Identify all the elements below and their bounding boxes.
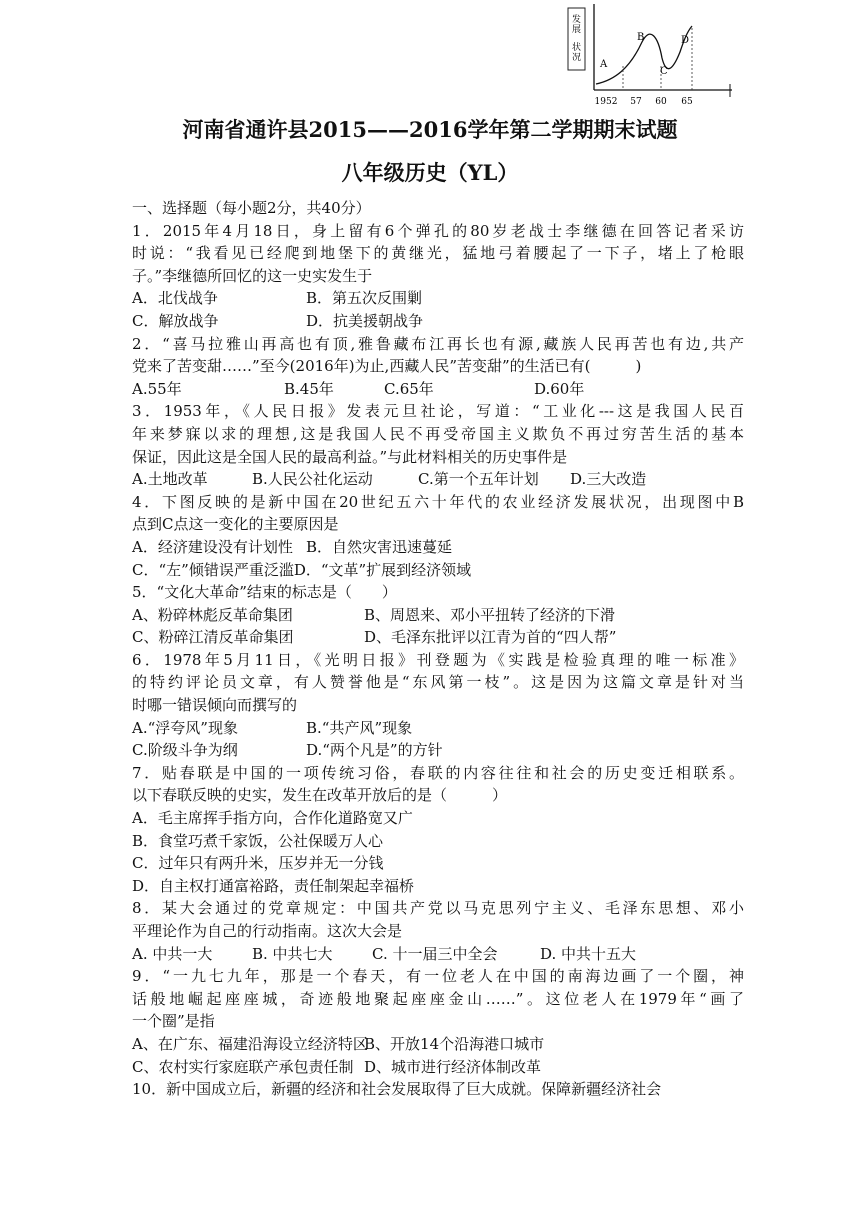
answer-option[interactable]: C、农村实行家庭联产承包责任制 — [132, 1057, 354, 1076]
question-item — [132, 220, 744, 333]
answer-options-row — [132, 536, 744, 559]
x-tick-1952: 1952 — [594, 97, 618, 107]
answer-option[interactable]: C、粉碎江清反革命集团 — [132, 628, 294, 647]
question-stem-line: 子。”李继德所回忆的这一史实发生于 — [132, 266, 373, 285]
question-stem-line: 10．新中国成立后，新疆的经济和社会发展取得了巨大成就。保障新疆经济社会 — [132, 1080, 662, 1099]
answer-options-row — [132, 1033, 744, 1056]
answer-option[interactable]: D.“两个凡是”的方针 — [306, 741, 443, 760]
answer-option[interactable]: D. 中共十五大 — [540, 944, 637, 963]
answer-option[interactable]: B．第五次反围剿 — [306, 289, 423, 308]
answer-option[interactable]: C.阶级斗争为纲 — [132, 741, 238, 760]
x-tick-60: 60 — [655, 97, 667, 107]
answer-options-row — [132, 807, 744, 830]
question-stem-line: 保证，因此这是全国人民的最高利益。”与此材料相关的历史事件是 — [132, 447, 568, 466]
question-item — [132, 965, 744, 1078]
question-stem-line: 话般地崛起座座城，奇迹般地聚起座座金山……”。这位老人在1979年“画了 — [132, 989, 744, 1008]
answer-option[interactable]: D.三大改造 — [570, 470, 647, 489]
question-stem-line: 9．“一九七九年，那是一个春天，有一位老人在中国的南海边画了一个圈，神 — [132, 967, 744, 986]
answer-option[interactable]: B.45年 — [284, 379, 334, 398]
question-stem-line: 7．贴春联是中国的一项传统习俗，春联的内容往往和社会的历史变迁相联系。 — [132, 763, 744, 782]
ylabel-char-1: 发 — [571, 15, 582, 25]
question-stem-line: 的特约评论员文章，有人赞誉他是“东风第一枝”。这是因为这篇文章是针对当 — [132, 673, 744, 692]
answer-option[interactable]: A．北伐战争 — [132, 289, 218, 308]
answer-option[interactable]: A．经济建设没有计划性 — [132, 537, 293, 556]
answer-options-row — [132, 717, 744, 740]
answer-option[interactable]: B. 中共七大 — [252, 944, 333, 963]
question-stem-line: 5．“文化大革命”结束的标志是（ ） — [132, 583, 397, 602]
question-item — [132, 400, 744, 490]
answer-option[interactable]: A. 中共一大 — [132, 944, 213, 963]
question-item — [132, 897, 744, 965]
ylabel-char-4: 况 — [571, 53, 582, 63]
answer-options-row — [132, 626, 744, 649]
question-stem-line: 6．1978年5月11日，《光明日报》刊登题为《实践是检验真理的唯一标准》 — [132, 650, 744, 669]
question-item — [132, 649, 744, 762]
answer-option[interactable]: D.60年 — [534, 379, 585, 398]
agriculture-development-chart — [560, 0, 740, 112]
answer-option[interactable]: A.土地改革 — [132, 470, 208, 489]
answer-option[interactable]: D．抗美援朝战争 — [306, 311, 424, 330]
ylabel-char-2: 展 — [571, 25, 582, 35]
question-stem-line: 党来了苦变甜……”至今(2016年)为止,西藏人民”苦变甜”的生活已有( ) — [132, 357, 642, 376]
answer-option[interactable]: A．毛主席挥手指方向，合作化道路宽又广 — [132, 809, 413, 828]
answer-options-row — [132, 287, 744, 310]
ylabel-char-3: 状 — [571, 43, 582, 53]
question-stem-line: 8．某大会通过的党章规定：中国共产党以马克思列宁主义、毛泽东思想、邓小 — [132, 899, 744, 918]
question-item — [132, 333, 744, 401]
question-stem-line: 平理论作为自己的行动指南。这次大会是 — [132, 922, 403, 940]
answer-option[interactable]: A.55年 — [132, 379, 182, 398]
point-label-c: C — [660, 66, 668, 77]
answer-options-row — [132, 604, 744, 627]
point-label-d: D — [681, 35, 690, 46]
answer-option[interactable]: B.人民公社化运动 — [252, 470, 373, 489]
answer-options-row — [132, 875, 744, 898]
answer-options-row — [132, 468, 744, 491]
answer-options-row — [132, 852, 744, 875]
answer-option[interactable]: C.第一个五年计划 — [418, 470, 539, 489]
section-heading: 一、选择题（每小题2分，共40分） — [132, 199, 371, 217]
question-stem-line: 4．下图反映的是新中国在20世纪五六十年代的农业经济发展状况，出现图中B — [132, 492, 744, 511]
answer-option[interactable]: A、在广东、福建沿海设立经济特区 — [132, 1034, 368, 1053]
answer-options-row — [132, 559, 744, 582]
answer-option[interactable]: B．食堂巧煮千家饭，公社保暖万人心 — [132, 831, 384, 850]
question-item — [132, 762, 744, 898]
answer-option[interactable]: D、毛泽东批评以江青为首的“四人帮” — [364, 628, 617, 647]
exam-subtitle: 八年级历史（YL） — [341, 160, 519, 185]
question-stem-line: 以下春联反映的史实，发生在改革开放后的是（ ） — [132, 786, 508, 805]
point-label-a: A — [600, 59, 608, 70]
question-stem-line: 年来梦寐以求的理想,这是我国人民不再受帝国主义欺负不再过穷苦生活的基本 — [132, 424, 744, 443]
question-stem-line: 1．2015年4月18日，身上留有6个弹孔的80岁老战士李继德在回答记者采访 — [132, 221, 744, 240]
answer-option[interactable]: D．自主权打通富裕路，责任制架起幸福桥 — [132, 876, 415, 895]
question-stem-line: 一个圈”是指 — [132, 1012, 215, 1031]
x-tick-57: 57 — [630, 97, 642, 107]
exam-title: 河南省通许县2015——2016学年第二学期期末试题 — [182, 117, 678, 142]
answer-option[interactable]: B.“共产风”现象 — [306, 718, 413, 737]
answer-option[interactable]: A、粉碎林彪反革命集团 — [132, 605, 293, 624]
answer-options-row — [132, 943, 744, 966]
question-stem-line: 时说：“我看见已经爬到地堡下的黄继光，猛地弓着腰起了一下子，堵上了枪眼 — [132, 244, 744, 263]
answer-option[interactable]: C．“左”倾错误严重泛滥D．“文革”扩展到经济领域 — [132, 560, 472, 579]
question-stem-line: 点到C点这一变化的主要原因是 — [132, 515, 339, 534]
answer-option[interactable]: C．解放战争 — [132, 311, 219, 330]
question-item — [132, 1078, 744, 1101]
answer-option[interactable]: C. 十一届三中全会 — [372, 944, 498, 963]
answer-option[interactable]: B、开放14个沿海港口城市 — [364, 1034, 545, 1053]
answer-option[interactable]: B．自然灾害迅速蔓延 — [306, 537, 453, 556]
answer-option[interactable]: C．过年只有两升米，压岁并无一分钱 — [132, 854, 384, 873]
answer-option[interactable]: A.“浮夸风”现象 — [132, 718, 238, 737]
question-stem-line: 时哪一错误倾向而撰写的 — [132, 696, 298, 715]
question-item — [132, 581, 744, 649]
point-label-b: B — [637, 32, 645, 43]
x-tick-65: 65 — [681, 97, 693, 107]
answer-options-row — [132, 378, 744, 401]
answer-option[interactable]: C.65年 — [384, 379, 434, 398]
answer-options-row — [132, 1056, 744, 1079]
answer-options-row — [132, 310, 744, 333]
answer-options-row — [132, 830, 744, 853]
question-item — [132, 491, 744, 581]
answer-option[interactable]: B、周恩来、邓小平扭转了经济的下滑 — [364, 605, 616, 624]
answer-option[interactable]: D、城市进行经济体制改革 — [364, 1057, 542, 1076]
question-stem-line: 3．1953年，《人民日报》发表元旦社论，写道：“工业化---这是我国人民百 — [132, 402, 744, 421]
question-list — [132, 197, 744, 1101]
question-stem-line: 2．“喜马拉雅山再高也有顶,雅鲁藏布江再长也有源,藏族人民再苦也有边,共产 — [132, 334, 744, 353]
answer-options-row — [132, 739, 744, 762]
